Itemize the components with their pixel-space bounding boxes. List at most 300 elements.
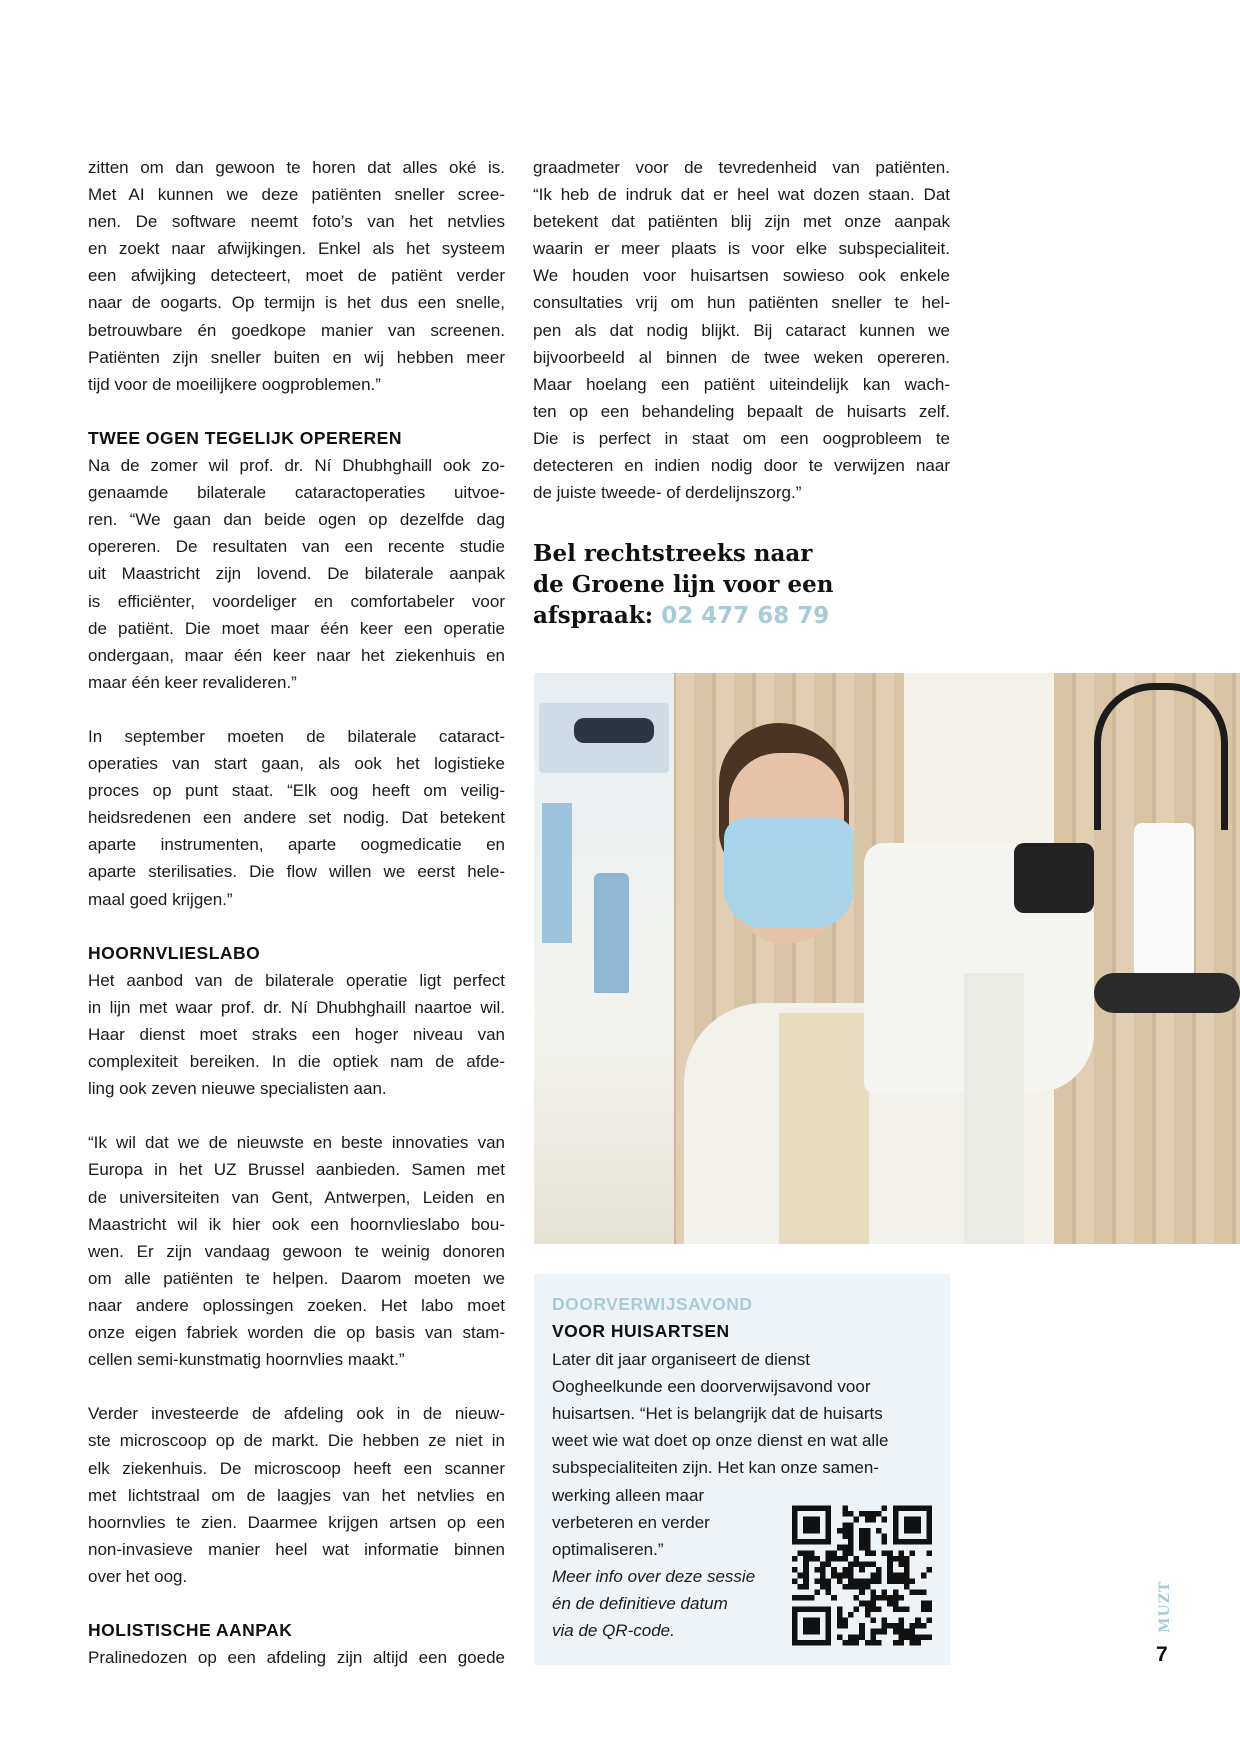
right-article-column (533, 154, 950, 506)
qr-module (887, 1562, 893, 1568)
qr-module (898, 1640, 904, 1646)
qr-module (870, 1595, 876, 1601)
qr-module (865, 1550, 871, 1556)
qr-module (876, 1578, 882, 1584)
paragraph-spacer (88, 1373, 505, 1400)
qr-module (820, 1573, 826, 1579)
qr-module (792, 1567, 798, 1573)
qr-module (842, 1618, 848, 1624)
qr-module (876, 1640, 882, 1646)
qr-module (910, 1634, 916, 1640)
qr-module (870, 1550, 876, 1556)
qr-module (904, 1584, 910, 1590)
qr-module (870, 1517, 876, 1523)
paragraph-spacer (88, 398, 505, 425)
qr-module (870, 1578, 876, 1584)
qr-module (921, 1573, 927, 1579)
qr-module (809, 1595, 815, 1601)
qr-module (882, 1539, 888, 1545)
qr-module (898, 1634, 904, 1640)
qr-module (803, 1556, 809, 1562)
qr-module (837, 1545, 843, 1551)
qr-module (820, 1567, 826, 1573)
body-text-line: en zoekt naar afwijkingen. Enkel als het systeem (88, 239, 505, 259)
qr-module (809, 1550, 815, 1556)
qr-module (865, 1612, 871, 1618)
body-text-line: nen. De software neemt foto’s van het netvlies (88, 212, 505, 232)
qr-module (854, 1634, 860, 1640)
section-heading: TWEE OGEN TEGELIJK OPEREREN (88, 427, 402, 448)
paragraph-spacer (88, 696, 505, 723)
body-text-line: naar de oogarts. Op termijn is het dus een snelle, (88, 293, 505, 313)
qr-module (803, 1562, 809, 1568)
qr-module (910, 1578, 916, 1584)
qr-module (876, 1511, 882, 1517)
qr-module (798, 1584, 804, 1590)
qr-module (898, 1618, 904, 1624)
qr-module (870, 1640, 876, 1646)
qr-module (837, 1578, 843, 1584)
qr-module (904, 1517, 921, 1534)
qr-module (865, 1601, 871, 1607)
body-text-line: opereren. De resultaten van een recente studie (88, 537, 505, 557)
qr-module (854, 1595, 860, 1601)
qr-module (893, 1623, 899, 1629)
qr-module (837, 1606, 843, 1612)
qr-module (820, 1562, 826, 1568)
body-text-line: ling ook zeven nieuwe specialisten aan. (88, 1079, 387, 1099)
qr-module (865, 1539, 871, 1545)
qr-module (876, 1528, 882, 1534)
qr-module (803, 1573, 809, 1579)
qr-module (837, 1528, 843, 1534)
qr-module (865, 1511, 871, 1517)
qr-module (882, 1590, 888, 1596)
qr-module (898, 1573, 904, 1579)
qr-module (865, 1562, 871, 1568)
qr-module (893, 1629, 899, 1635)
body-text-line: Patiënten zijn sneller buiten en wij hebben meer (88, 347, 505, 367)
qr-module (898, 1562, 904, 1568)
qr-module (859, 1590, 865, 1596)
qr-module (915, 1623, 921, 1629)
qr-module (803, 1578, 809, 1584)
qr-module (887, 1578, 893, 1584)
qr-module (842, 1640, 848, 1646)
qr-module (842, 1511, 848, 1517)
qr-module (876, 1567, 882, 1573)
body-text-line: naar andere oplossingen zoeken. Het labo moet (88, 1295, 505, 1315)
qr-module (859, 1584, 865, 1590)
body-text-line: complexiteit bereiken. In die optiek nam de afde- (88, 1052, 505, 1072)
body-text-line: heidsredenen een andere set nodig. Dat betekent (88, 808, 505, 828)
qr-module (814, 1590, 820, 1596)
qr-module (803, 1584, 809, 1590)
body-text-line: In september moeten de bilaterale cataract- (88, 726, 505, 746)
qr-module (915, 1590, 921, 1596)
qr-module (876, 1595, 882, 1601)
body-text-line: een afwijking detecteert, moet de patiënt verder (88, 266, 505, 286)
qr-module (865, 1584, 871, 1590)
qr-module (882, 1517, 888, 1523)
body-text-line: genaamde bilaterale cataractoperaties uitvoe- (88, 483, 505, 503)
callout-body-line: Oogheelkunde een doorverwijsavond voor (552, 1377, 871, 1397)
body-text-line: uit Maastricht zijn lovend. De bilaterale aanpak (88, 564, 505, 584)
body-text-line: ren. “We gaan dan beide ogen op dezelfde dag (88, 510, 505, 530)
qr-module (859, 1567, 865, 1573)
page-number: 7 (1156, 1643, 1168, 1666)
qr-module (893, 1590, 899, 1596)
qr-module (865, 1517, 871, 1523)
body-text-line: Met AI kunnen we deze patiënten sneller scree- (88, 185, 505, 205)
cta-line: Bel rechtstreeks naar (533, 540, 813, 567)
qr-module (831, 1567, 837, 1573)
qr-module (859, 1601, 865, 1607)
qr-module (842, 1534, 848, 1540)
qr-module (831, 1595, 837, 1601)
qr-module (904, 1573, 910, 1579)
qr-module (798, 1550, 804, 1556)
qr-module (870, 1590, 876, 1596)
callout-note-line: Meer info over deze sessie (552, 1566, 756, 1586)
body-text-line: in lijn met waar prof. dr. Ní Dhubhghaill naartoe wil. (88, 997, 505, 1017)
qr-module (904, 1629, 910, 1635)
qr-module (904, 1606, 910, 1612)
qr-module (870, 1634, 876, 1640)
body-text-line: betrouwbare én goedkope manier van screenen. (88, 320, 505, 340)
body-text-line: consultaties vrij om hun patiënten sneller te hel- (533, 293, 950, 313)
qr-module (882, 1629, 888, 1635)
qr-module (826, 1562, 832, 1568)
qr-module (876, 1573, 882, 1579)
qr-module (854, 1606, 860, 1612)
qr-module (842, 1550, 848, 1556)
callout-box (534, 1274, 950, 1665)
qr-module (865, 1528, 871, 1534)
qr-module (848, 1634, 854, 1640)
qr-module (854, 1517, 860, 1523)
qr-module (859, 1629, 865, 1635)
qr-module (842, 1506, 848, 1512)
body-text-line: graadmeter voor de tevredenheid van patiënten. (533, 158, 950, 177)
qr-module (859, 1562, 865, 1568)
body-text-line: ten op een behandeling bepaalt de huisarts zelf. (533, 401, 950, 421)
qr-module (926, 1634, 932, 1640)
qr-module (826, 1550, 832, 1556)
qr-module (803, 1595, 809, 1601)
qr-module (848, 1550, 854, 1556)
qr-module (826, 1584, 832, 1590)
body-text-line: Verder investeerde de afdeling ook in de nieuw- (88, 1404, 505, 1424)
body-text-line: maar één keer revalideren.” (88, 672, 297, 692)
qr-module (842, 1556, 848, 1562)
qr-module (842, 1528, 848, 1534)
callout-note-line: én de definitieve datum (552, 1593, 728, 1613)
body-text-line: We houden voor huisartsen sowieso ook enkele (533, 266, 950, 286)
qr-module (887, 1601, 893, 1607)
callout-title: VOOR HUISARTSEN (552, 1321, 730, 1341)
qr-module (893, 1578, 899, 1584)
paragraph-spacer (88, 1102, 505, 1129)
qr-module (854, 1556, 860, 1562)
qr-module (848, 1562, 854, 1568)
qr-module (926, 1550, 932, 1556)
body-text-line: de juiste tweede- of derdelijnszorg.” (533, 483, 802, 503)
section-heading: HOLISTISCHE AANPAK (88, 1620, 293, 1641)
body-text-line: Europa in het UZ Brussel aanbieden. Samen met (88, 1160, 505, 1180)
body-text-line: met lichtstraal om de laagjes van het netvlies en (88, 1485, 505, 1505)
qr-module (848, 1534, 854, 1540)
qr-module (870, 1511, 876, 1517)
qr-module (887, 1623, 893, 1629)
body-text-line: “Ik wil dat we de nieuwste en beste innovaties van (88, 1133, 505, 1153)
qr-module (921, 1601, 927, 1607)
qr-module (882, 1534, 888, 1540)
qr-module (859, 1539, 865, 1545)
qr-module (814, 1567, 820, 1573)
qr-module (921, 1590, 927, 1596)
qr-module (792, 1556, 798, 1562)
qr-module (792, 1595, 798, 1601)
qr-module (870, 1606, 876, 1612)
cta-line: de Groene lijn voor een (533, 571, 834, 598)
qr-module (887, 1567, 893, 1573)
qr-module (882, 1623, 888, 1629)
qr-module (870, 1601, 876, 1607)
qr-module (809, 1556, 815, 1562)
body-text-line: pen als dat nodig blijkt. Bij cataract kunnen we (533, 320, 950, 340)
qr-module (848, 1545, 854, 1551)
paragraph-spacer (88, 1590, 505, 1617)
qr-module (831, 1556, 837, 1562)
qr-module (910, 1590, 916, 1596)
qr-module (921, 1623, 927, 1629)
qr-module (893, 1573, 899, 1579)
qr-module (859, 1578, 865, 1584)
qr-module (848, 1528, 854, 1534)
qr-module (898, 1629, 904, 1635)
body-text-line: elk ziekenhuis. De microscoop heeft een scanner (88, 1458, 505, 1478)
qr-module (859, 1545, 865, 1551)
qr-module (848, 1612, 854, 1618)
photo-ophthalmologist-at-slit-lamp (534, 673, 1240, 1244)
qr-module (876, 1629, 882, 1635)
body-text-line: Haar dienst moet straks een hoger niveau van (88, 1025, 505, 1044)
qr-module (926, 1567, 932, 1573)
magazine-brand-logo: MUZT (1157, 1580, 1173, 1633)
qr-module (921, 1634, 927, 1640)
qr-module (926, 1601, 932, 1607)
qr-module (887, 1556, 893, 1562)
qr-module (865, 1578, 871, 1584)
callout-body-line: subspecialiteiten zijn. Het kan onze samen- (552, 1458, 879, 1478)
qr-module (848, 1584, 854, 1590)
body-text-line: bijvoorbeeld al binnen de twee weken opereren. (533, 347, 950, 367)
qr-module (910, 1550, 916, 1556)
phone-number[interactable]: 02 477 68 79 (661, 603, 830, 629)
qr-module (831, 1550, 837, 1556)
qr-module (854, 1584, 860, 1590)
qr-module (842, 1623, 848, 1629)
qr-module (837, 1634, 843, 1640)
qr-module (898, 1556, 904, 1562)
body-text-line: Maar hoelang een patiënt uiteindelijk kan wach- (533, 374, 950, 394)
body-text-line: wen. Er zijn vandaag gewoon te weinig donoren (88, 1241, 505, 1261)
qr-module (898, 1623, 904, 1629)
body-text-line: aparte instrumenten, aparte oogmedicatie en (88, 835, 505, 855)
qr-module (848, 1578, 854, 1584)
qr-module (904, 1556, 910, 1562)
qr-module (893, 1606, 899, 1612)
qr-module (898, 1550, 904, 1556)
body-text-line: Maastricht wil ik hier ook een hoornvlieslabo bou- (88, 1214, 505, 1234)
qr-module (826, 1556, 832, 1562)
qr-module (814, 1556, 820, 1562)
qr-module (910, 1629, 916, 1635)
callout-body-line: optimaliseren.” (552, 1539, 664, 1559)
body-text-line: maal goed krijgen.” (88, 889, 233, 909)
qr-module (887, 1595, 893, 1601)
qr-module (826, 1578, 832, 1584)
qr-code[interactable] (792, 1505, 932, 1646)
qr-module (803, 1567, 809, 1573)
qr-module (848, 1539, 854, 1545)
body-text-line: detecteren en indien nodig door te verwijzen naar (533, 456, 950, 476)
body-text-line: is efficiënter, voordeliger en comfortabeler voor (88, 591, 505, 611)
qr-module (893, 1640, 899, 1646)
qr-module (910, 1640, 916, 1646)
qr-module (859, 1634, 865, 1640)
body-text-line: Pralinedozen op een afdeling zijn altijd een goede (88, 1648, 505, 1668)
qr-module (865, 1534, 871, 1540)
qr-module (814, 1578, 820, 1584)
qr-module (798, 1595, 804, 1601)
qr-module (837, 1573, 843, 1579)
body-text-line: non-invasieve manier heel wat informatie binnen (88, 1539, 505, 1559)
qr-module (859, 1534, 865, 1540)
body-text-line: proces op punt staat. “Elk oog heeft om veilig- (88, 781, 505, 801)
qr-module (842, 1573, 848, 1579)
qr-module (915, 1618, 921, 1624)
body-text-line: Na de zomer wil prof. dr. Ní Dhubhghaill ook zo- (88, 456, 505, 476)
qr-module (904, 1562, 910, 1568)
qr-module (910, 1623, 916, 1629)
qr-module (837, 1612, 843, 1618)
body-text-line: “Ik heb de indruk dat er heel wat dozen staan. Dat (533, 185, 950, 205)
body-text-line: waarin er meer plaats is voor elke subspecialiteit. (533, 239, 950, 259)
qr-module (898, 1578, 904, 1584)
section-heading: HOORNVLIESLABO (88, 942, 261, 963)
qr-module (926, 1618, 932, 1624)
qr-module (848, 1567, 854, 1573)
qr-module (842, 1545, 848, 1551)
qr-module (865, 1545, 871, 1551)
qr-module (831, 1573, 837, 1579)
qr-module (876, 1606, 882, 1612)
qr-module (887, 1550, 893, 1556)
callout-note-line: via de QR-code. (552, 1621, 675, 1640)
qr-module (882, 1595, 888, 1601)
qr-module (859, 1528, 865, 1534)
qr-module (882, 1506, 888, 1512)
qr-module (859, 1623, 865, 1629)
cta-line: afspraak: (533, 602, 654, 629)
qr-module (798, 1573, 804, 1579)
qr-module (837, 1556, 843, 1562)
qr-module (870, 1573, 876, 1579)
callout-title-accent: DOORVERWIJSAVOND (552, 1294, 753, 1314)
qr-module (865, 1640, 871, 1646)
qr-module (893, 1556, 899, 1562)
body-text-line: over het oog. (88, 1566, 188, 1586)
body-text-line: om alle patiënten te helpen. Daarom moeten we (88, 1268, 505, 1288)
body-text-line: aparte sterilisaties. Die flow willen we eerst hele- (88, 862, 505, 882)
qr-module (898, 1606, 904, 1612)
callout-body-line: huisartsen. “Het is belangrijk dat de huisarts (552, 1404, 883, 1424)
qr-module (893, 1601, 899, 1607)
left-article-column (88, 154, 505, 1671)
qr-module (915, 1634, 921, 1640)
qr-module (893, 1595, 899, 1601)
qr-module (820, 1578, 826, 1584)
qr-module (842, 1522, 848, 1528)
body-text-line: hoornvlies te zien. Daarmee krijgen artsen op een (88, 1512, 505, 1532)
qr-module (898, 1595, 904, 1601)
body-text-line: betekent dat patiënten blij zijn met onze aanpak (533, 212, 950, 232)
qr-module (842, 1584, 848, 1590)
qr-module (870, 1629, 876, 1635)
body-text-line: zitten om dan gewoon te horen dat alles oké is. (88, 158, 505, 177)
call-to-action (533, 538, 834, 632)
body-text-line: cellen semi-kunstmatig hoornvlies maakt.” (88, 1350, 405, 1370)
qr-module (882, 1618, 888, 1624)
qr-module (826, 1590, 832, 1596)
qr-module (854, 1578, 860, 1584)
body-text-line: de universiteiten van Gent, Antwerpen, Leiden en (88, 1187, 505, 1207)
body-text-line: Het aanbod van de bilaterale operatie ligt perfect (88, 970, 505, 990)
qr-module (915, 1640, 921, 1646)
body-text-line: onze eigen fabriek worden die op basis van stam- (88, 1323, 505, 1343)
qr-module (921, 1606, 927, 1612)
qr-module (865, 1606, 871, 1612)
callout-body-line: werking alleen maar (552, 1485, 705, 1505)
body-text-line: de patiënt. Die moet maar één keer een operatie (88, 618, 505, 638)
callout-body-line: Later dit jaar organiseert de dienst (552, 1350, 810, 1369)
qr-module (854, 1640, 860, 1646)
body-text-line: ondergaan, maar één keer naar het ziekenhuis en (88, 645, 505, 665)
qr-module (854, 1562, 860, 1568)
qr-module (848, 1640, 854, 1646)
callout-body-line: verbeteren en verder (552, 1512, 710, 1532)
qr-module (904, 1578, 910, 1584)
qr-module (803, 1517, 820, 1534)
qr-module (848, 1522, 854, 1528)
qr-module (848, 1511, 854, 1517)
qr-module (887, 1573, 893, 1579)
callout-body-line: weet wie wat doet op onze dienst en wat alle (552, 1431, 889, 1451)
qr-module (842, 1567, 848, 1573)
qr-module (837, 1618, 843, 1624)
qr-module (926, 1606, 932, 1612)
qr-module (904, 1634, 910, 1640)
qr-module (792, 1578, 798, 1584)
qr-module (859, 1511, 865, 1517)
qr-module (904, 1567, 910, 1573)
qr-module (870, 1562, 876, 1568)
paragraph-spacer (88, 913, 505, 940)
body-text-line: ste microscoop op de markt. Die hebben ze niet in (88, 1431, 505, 1451)
body-text-line: Die is perfect in staat om een oogprobleem te (533, 428, 950, 448)
